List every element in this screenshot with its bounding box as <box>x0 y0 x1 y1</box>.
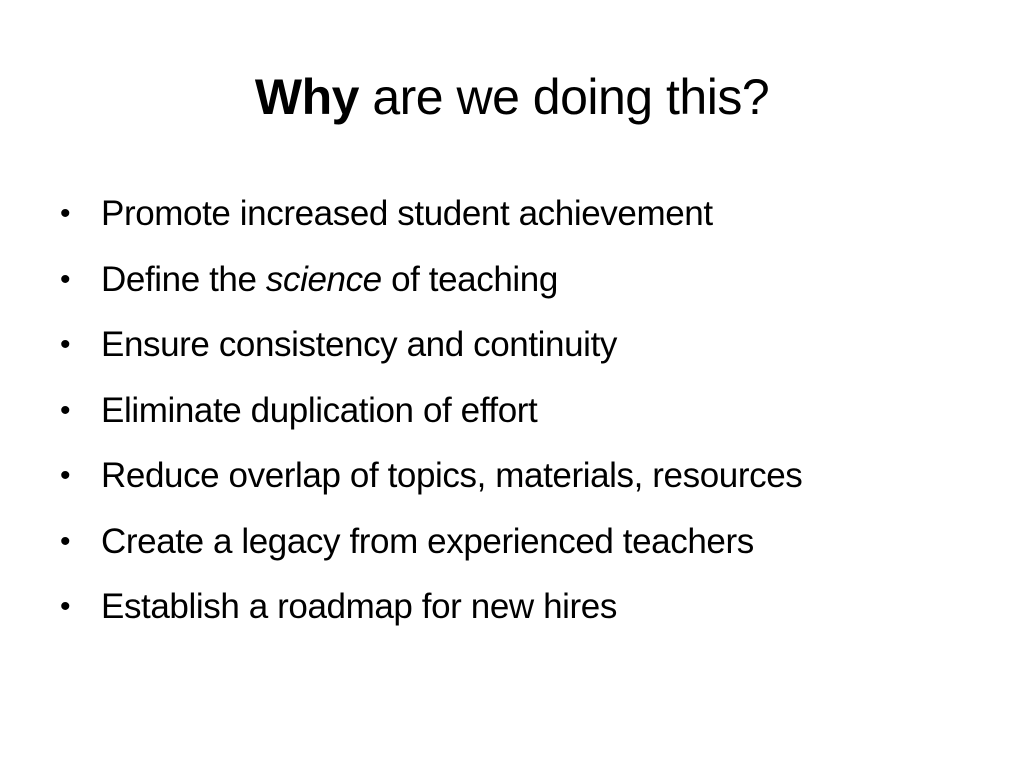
bullet-marker: • <box>60 328 71 361</box>
bullet-text-after: of teaching <box>381 259 558 299</box>
bullet-text: Eliminate duplication of effort <box>101 390 538 430</box>
bullet-item <box>58 383 988 449</box>
bullet-text: Ensure consistency and continuity <box>101 325 617 364</box>
title-emphasis: Why <box>254 69 359 125</box>
slide-title <box>0 62 1024 132</box>
bullet-item <box>58 514 988 580</box>
bullet-marker: • <box>60 524 71 558</box>
bullet-text: Reduce overlap of topics, materials, resources <box>101 456 803 495</box>
bullet-list <box>58 186 988 645</box>
bullet-item <box>58 252 988 318</box>
bullet-marker: • <box>60 262 71 296</box>
bullet-marker: • <box>60 459 71 492</box>
bullet-text: Promote increased student achievement <box>101 194 713 233</box>
bullet-text-before: Define the <box>101 259 266 299</box>
bullet-marker: • <box>60 590 71 623</box>
bullet-marker: • <box>60 197 71 230</box>
bullet-marker: • <box>60 393 71 427</box>
bullet-item <box>58 317 988 383</box>
bullet-item <box>58 448 988 514</box>
bullet-text <box>101 252 558 308</box>
bullet-item <box>58 186 988 252</box>
bullet-text: Establish a roadmap for new hires <box>101 587 617 626</box>
title-text: are we doing this? <box>358 69 770 125</box>
bullet-item <box>58 579 988 645</box>
bullet-text: Create a legacy from experienced teachers <box>101 521 754 561</box>
bullet-text-emphasis: science <box>265 259 382 299</box>
